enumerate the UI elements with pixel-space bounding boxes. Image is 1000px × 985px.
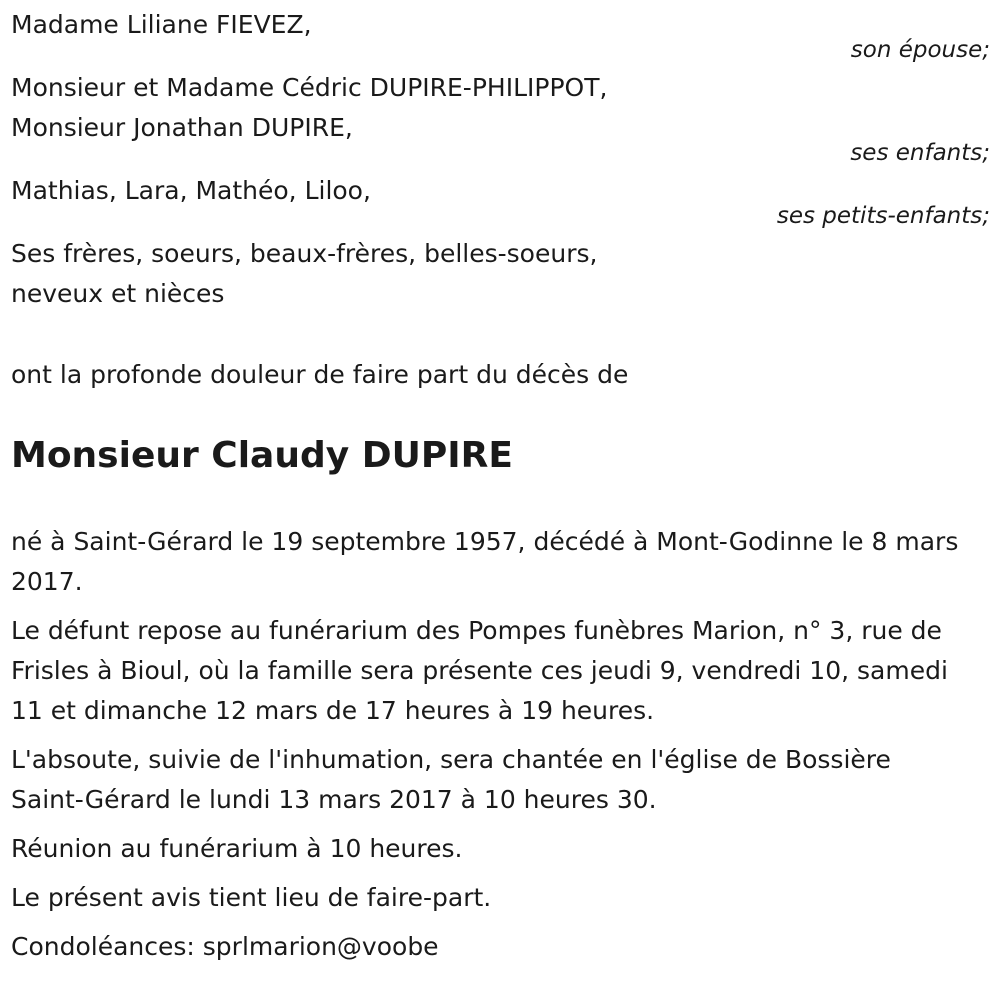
family-member-line: Monsieur Jonathan DUPIRE, [11, 113, 353, 142]
birth-death-paragraph: né à Saint-Gérard le 19 septembre 1957, décédé à Mont-Godinne le 8 mars 2017. [11, 527, 959, 596]
family-group-children [11, 68, 990, 166]
family-member-line: Mathias, Lara, Mathéo, Liloo, [11, 176, 371, 205]
family-member-line: Madame Liliane FIEVEZ, [11, 10, 312, 39]
deceased-name: Monsieur Claudy DUPIRE [11, 435, 513, 476]
details-section [11, 522, 971, 967]
relation-label: ses enfants; [850, 140, 990, 166]
family-group-siblings [11, 234, 990, 314]
family-member-line: neveux et nièces [11, 279, 225, 308]
relation-label: son épouse; [850, 37, 990, 63]
service-paragraph: L'absoute, suivie de l'inhumation, sera chantée en l'église de Bossière Saint-Gérard le lundi 13 mars 2017 à 10 heures 30. [11, 745, 891, 814]
family-group-spouse [11, 5, 990, 63]
family-member-line: Monsieur et Madame Cédric DUPIRE-PHILIPPOT, [11, 73, 608, 102]
notice-paragraph: Le présent avis tient lieu de faire-part. [11, 883, 492, 912]
meeting-paragraph: Réunion au funérarium à 10 heures. [11, 834, 463, 863]
relation-label: ses petits-enfants; [776, 203, 990, 229]
family-group-grandchildren [11, 171, 990, 229]
visitation-paragraph: Le défunt repose au funérarium des Pompes funèbres Marion, n° 3, rue de Frisles à Bioul, où la famille sera présente ces jeudi 9, vendredi 10, samedi 11 et dimanche 12 mars de 17 heures à 19 heures. [11, 616, 948, 725]
condolences-paragraph: Condoléances: sprlmarion@voobe [11, 932, 439, 961]
family-member-line: Ses frères, soeurs, beaux-frères, belles-soeurs, [11, 239, 598, 268]
announcement-text: ont la profonde douleur de faire part du décès de [11, 360, 629, 389]
